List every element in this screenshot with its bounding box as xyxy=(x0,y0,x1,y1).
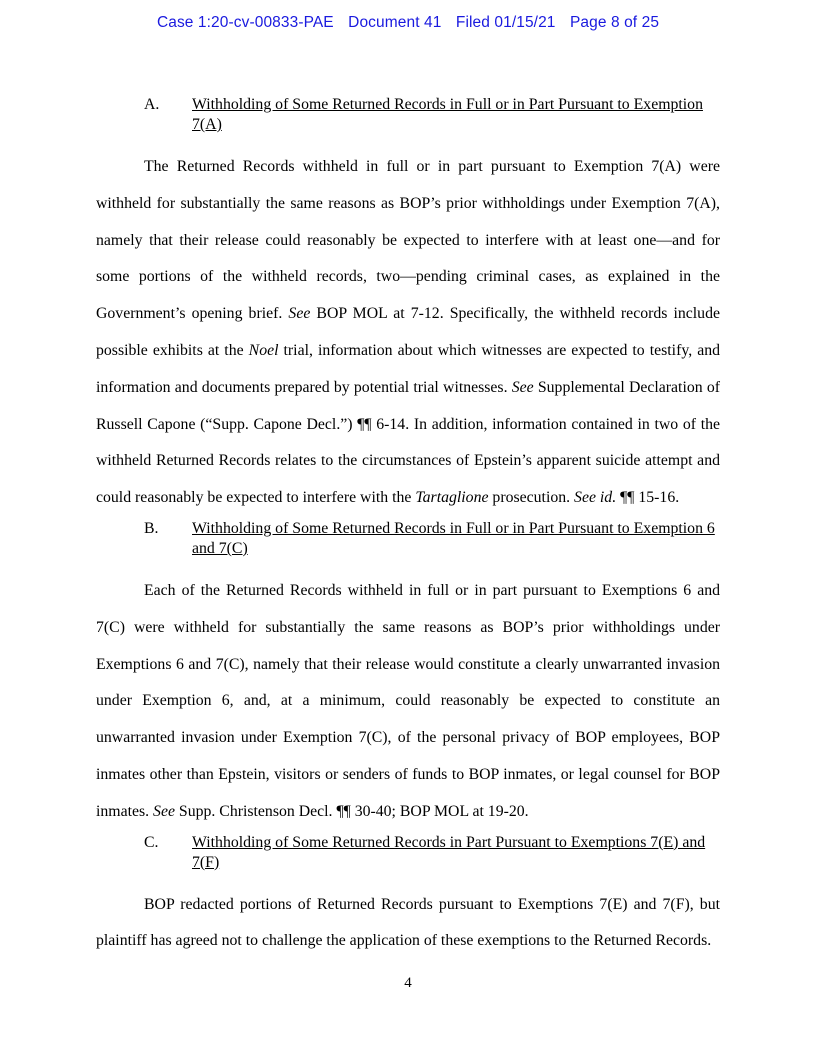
section-b-paragraph xyxy=(96,573,720,831)
section-c-paragraph xyxy=(96,887,720,961)
section-c-heading xyxy=(96,833,720,873)
section-a-paragraph xyxy=(96,149,720,517)
italic-see-id: See id. xyxy=(574,489,617,507)
section-a-title: Withholding of Some Returned Records in Full or in Part Pursuant to Exemption 7(A) xyxy=(192,96,703,133)
section-c-title: Withholding of Some Returned Records in Part Pursuant to Exemptions 7(E) and 7(F) xyxy=(192,833,706,871)
italic-see: See xyxy=(511,378,534,396)
italic-case-name: Noel xyxy=(248,341,279,359)
text-run: BOP MOL at 7-12. Specifically, the withheld records include possible exhibits at the xyxy=(96,305,720,359)
italic-see: See xyxy=(153,802,175,820)
italic-see: See xyxy=(288,305,311,323)
filed-date: Filed 01/15/21 xyxy=(455,14,556,31)
section-b-letter: B. xyxy=(144,519,159,537)
page-of: Page 8 of 25 xyxy=(569,14,660,31)
text-run: trial, information about which witnesses are expected to testify, and information and documents prepared by potential trial witnesses. xyxy=(96,341,720,396)
document-number: Document 41 xyxy=(348,14,442,31)
text-run: prosecution. xyxy=(488,489,575,507)
section-b-title: Withholding of Some Returned Records in Full or in Part Pursuant to Exemption 6 and 7(C) xyxy=(192,519,715,557)
text-run: Each of the Returned Records withheld in full or in part pursuant to Exemptions 6 and 7(C) were withheld for substantially the same reasons as BOP’s prior withholdings under Exemptions 6 and 7(C), namely that their release would constitute a clearly unwarranted invasion under Exemption 6, and, at a minimum, could reasonably be expected to constitute an unwarranted invasion under Exemption 7(C), of the personal privacy of BOP employees, BOP inmates other than Epstein, visitors or senders of funds to BOP inmates, or legal counsel for BOP inmates. xyxy=(96,581,720,820)
italic-case-name: Tartaglione xyxy=(415,489,489,507)
text-run: The Returned Records withheld in full or in part pursuant to Exemption 7(A) were withheld for substantially the same reasons as BOP’s prior withholdings under Exemption 7(A), namely that their release could reasonably be expected to interfere with at least one—and for some portions of the withheld records, two—pending criminal cases, as explained in the Government’s opening brief. xyxy=(96,158,720,323)
section-c-letter: C. xyxy=(144,833,159,851)
page-number: 4 xyxy=(404,975,412,991)
text-run: ¶¶ 15-16. xyxy=(616,489,680,507)
section-b-heading xyxy=(96,519,720,559)
case-number: Case 1:20-cv-00833-PAE xyxy=(156,14,334,31)
section-a-heading xyxy=(96,95,720,135)
text-run: BOP redacted portions of Returned Records pursuant to Exemptions 7(E) and 7(F), but plaintiff has agreed not to challenge the application of these exemptions to the Returned Records. xyxy=(96,895,720,950)
text-run: Supp. Christenson Decl. ¶¶ 30-40; BOP MOL at 19-20. xyxy=(174,802,529,820)
text-run: Supplemental Declaration of Russell Capone (“Supp. Capone Decl.”) ¶¶ 6-14. In addition, information contained in two of the withheld Returned Records relates to the circumstances of Epstein’s apparent suicide attempt and could reasonably be expected to interfere with the xyxy=(96,378,720,507)
document-body xyxy=(96,95,720,960)
case-header xyxy=(0,14,816,32)
section-a-letter: A. xyxy=(144,96,160,113)
